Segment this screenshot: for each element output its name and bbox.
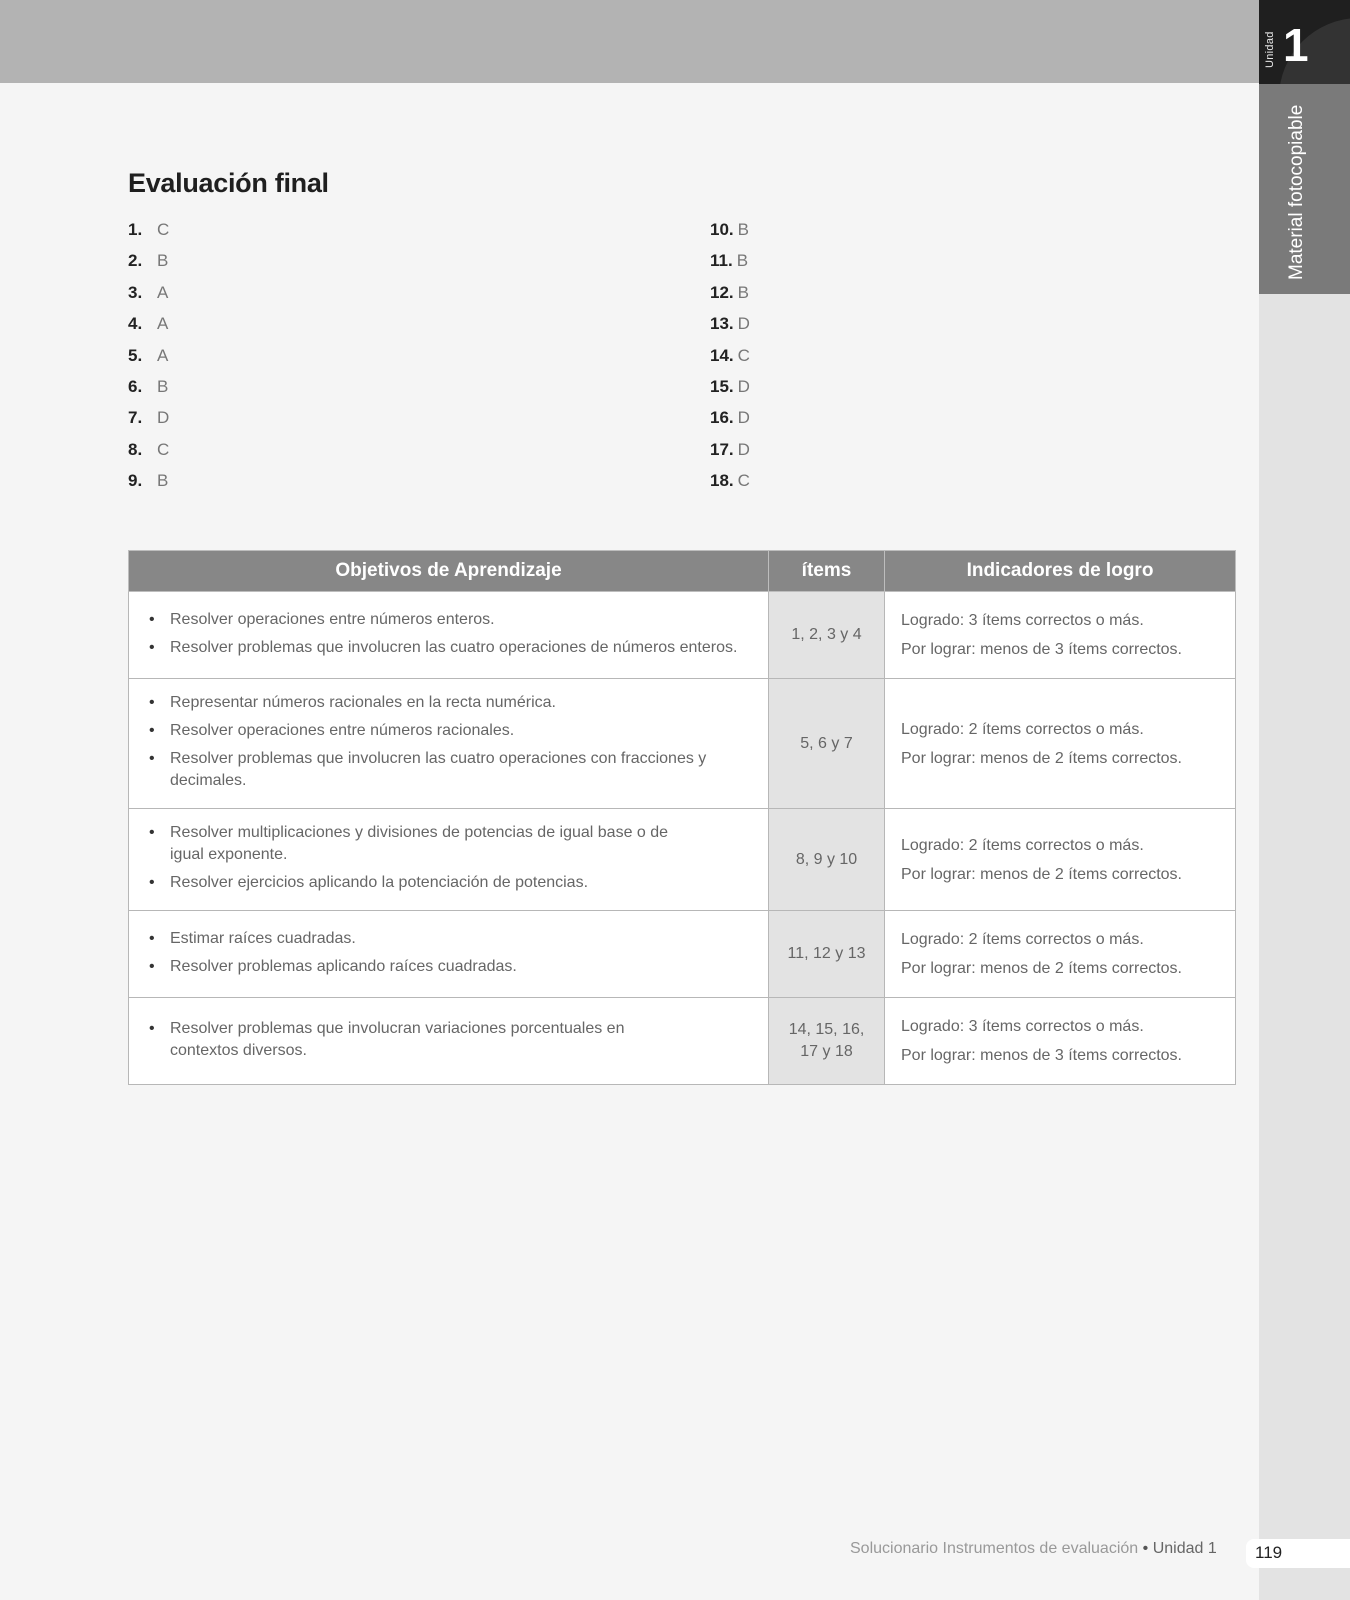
answer-value: A: [157, 314, 169, 334]
answer-value: D: [737, 439, 750, 459]
table-row: [129, 998, 1236, 1085]
answer-value: B: [157, 376, 169, 396]
answer-item: [710, 218, 750, 249]
indicator-achieved: Logrado: 2 ítems correctos o más.: [901, 836, 1144, 854]
footer-title: Solucionario Instrumentos de evaluación: [850, 1540, 1139, 1557]
indicators-cell: [885, 679, 1236, 809]
page-number: 119: [1255, 1543, 1283, 1562]
answer-item: [710, 281, 750, 312]
page-title: Evaluación final: [128, 168, 329, 198]
table-row: [129, 679, 1236, 809]
objective-item: • Resolver problemas que involucren las cuatro operaciones de números enteros.: [149, 637, 750, 659]
objective-item: • Representar números racionales en la recta numérica.: [149, 692, 750, 714]
unit-word: Unidad: [1264, 31, 1276, 68]
answer-value: C: [157, 220, 170, 239]
indicators-cell: [885, 911, 1236, 998]
objectives-cell: [129, 679, 769, 809]
answer-item: [710, 406, 750, 437]
indicators-cell: [885, 592, 1236, 679]
answer-value: C: [737, 345, 750, 365]
answer-column-right: [710, 218, 750, 501]
indicator-pending: Por lograr: menos de 3 ítems correctos.: [901, 1047, 1182, 1064]
answer-item: [128, 312, 169, 343]
header-objectives: Objetivos de Aprendizaje: [129, 551, 769, 592]
answer-number: 7.: [128, 408, 143, 428]
objective-item: • Resolver ejercicios aplicando la potenciación de potencias.: [149, 872, 750, 894]
items-cell: [769, 911, 885, 998]
answer-number: 12.: [710, 282, 734, 302]
answer-item: [128, 406, 169, 437]
answer-number: 4.: [128, 314, 143, 334]
indicator-pending: Por lograr: menos de 2 ítems correctos.: [901, 749, 1182, 767]
answer-value: D: [737, 314, 750, 334]
items-cell: [769, 998, 885, 1085]
answer-value: C: [737, 471, 750, 491]
answer-number: 1.: [128, 220, 143, 239]
answer-number: 15.: [710, 376, 734, 396]
header-items: ítems: [769, 551, 885, 592]
items-text: 1, 2, 3 y 4: [791, 626, 862, 643]
table-header-row: [129, 551, 1236, 592]
answer-value: B: [736, 251, 749, 271]
items-cell: [769, 809, 885, 911]
objective-item: • Resolver problemas que involucren las cuatro operaciones con fracciones y decimales.: [149, 748, 730, 792]
answer-number: 14.: [710, 345, 734, 365]
answer-number: 18.: [710, 471, 734, 491]
answer-number: 17.: [710, 439, 734, 459]
items-cell: [769, 679, 885, 809]
objective-item: • Resolver operaciones entre números enteros.: [149, 609, 750, 631]
objectives-table: [128, 550, 1236, 1085]
items-text: 14, 15, 16,: [788, 1021, 865, 1038]
objective-item: • Resolver problemas que involucran variaciones porcentuales en contextos diversos.: [149, 1018, 640, 1062]
answer-item: [710, 312, 750, 343]
answer-item: [128, 281, 169, 312]
answer-number: 11.: [710, 251, 733, 271]
indicator-pending: Por lograr: menos de 2 ítems correctos.: [901, 865, 1182, 883]
unit-number: 1: [1283, 19, 1309, 71]
objective-item: • Estimar raíces cuadradas.: [149, 928, 750, 950]
footer-unit: Unidad 1: [1152, 1540, 1217, 1557]
answer-item: [710, 375, 750, 406]
objective-item: • Resolver operaciones entre números racionales.: [149, 720, 750, 742]
answer-number: 16.: [710, 408, 734, 428]
indicator-pending: Por lograr: menos de 3 ítems correctos.: [901, 641, 1182, 658]
answer-value: D: [737, 376, 750, 396]
indicator-pending: Por lograr: menos de 2 ítems correctos.: [901, 960, 1182, 977]
header-band: [0, 0, 1259, 83]
answer-item: [128, 249, 169, 280]
table-row: [129, 911, 1236, 998]
answer-item: [710, 249, 750, 280]
items-text: 17 y 18: [800, 1043, 853, 1060]
footer-separator: •: [1142, 1540, 1149, 1557]
side-label: Material fotocopiable: [1286, 104, 1307, 280]
answer-value: A: [157, 282, 169, 302]
answer-item: [128, 375, 169, 406]
answer-item: [710, 438, 750, 469]
answer-value: A: [157, 345, 169, 365]
answer-number: 10.: [710, 220, 734, 239]
answer-value: C: [157, 439, 170, 459]
indicator-achieved: Logrado: 3 ítems correctos o más.: [901, 1018, 1144, 1035]
indicators-cell: [885, 809, 1236, 911]
answer-column-left: [128, 218, 169, 501]
answer-item: [128, 344, 169, 375]
answer-value: B: [157, 251, 169, 271]
answer-item: [710, 469, 750, 500]
answer-item: [710, 344, 750, 375]
answer-number: 6.: [128, 376, 143, 396]
answer-value: B: [737, 282, 749, 302]
answer-number: 13.: [710, 314, 734, 334]
items-text: 8, 9 y 10: [795, 850, 858, 868]
answer-number: 9.: [128, 471, 143, 491]
footer: [850, 1540, 1217, 1558]
answer-item: [128, 438, 169, 469]
answer-item: [128, 218, 169, 249]
objectives-cell: [129, 998, 769, 1085]
items-text: 5, 6 y 7: [800, 734, 853, 752]
answer-number: 5.: [128, 345, 143, 365]
items-cell: [769, 592, 885, 679]
answer-number: 2.: [128, 251, 143, 271]
objectives-cell: [129, 809, 769, 911]
items-text: 11, 12 y 13: [787, 945, 866, 962]
answer-value: B: [737, 220, 749, 239]
answer-value: D: [157, 408, 170, 428]
answer-value: D: [737, 408, 750, 428]
header-indicators: Indicadores de logro: [885, 551, 1236, 592]
objective-item: • Resolver multiplicaciones y divisiones de potencias de igual base o de igual exponente.: [149, 822, 670, 866]
objectives-cell: [129, 911, 769, 998]
indicators-cell: [885, 998, 1236, 1085]
indicator-achieved: Logrado: 2 ítems correctos o más.: [901, 720, 1144, 738]
objective-item: • Resolver problemas aplicando raíces cuadradas.: [149, 956, 750, 978]
indicator-achieved: Logrado: 3 ítems correctos o más.: [901, 612, 1144, 629]
answer-value: B: [157, 471, 169, 491]
answer-number: 8.: [128, 439, 143, 459]
table-row: [129, 592, 1236, 679]
indicator-achieved: Logrado: 2 ítems correctos o más.: [901, 931, 1144, 948]
table-row: [129, 809, 1236, 911]
answer-number: 3.: [128, 282, 143, 302]
answer-item: [128, 469, 169, 500]
objectives-cell: [129, 592, 769, 679]
